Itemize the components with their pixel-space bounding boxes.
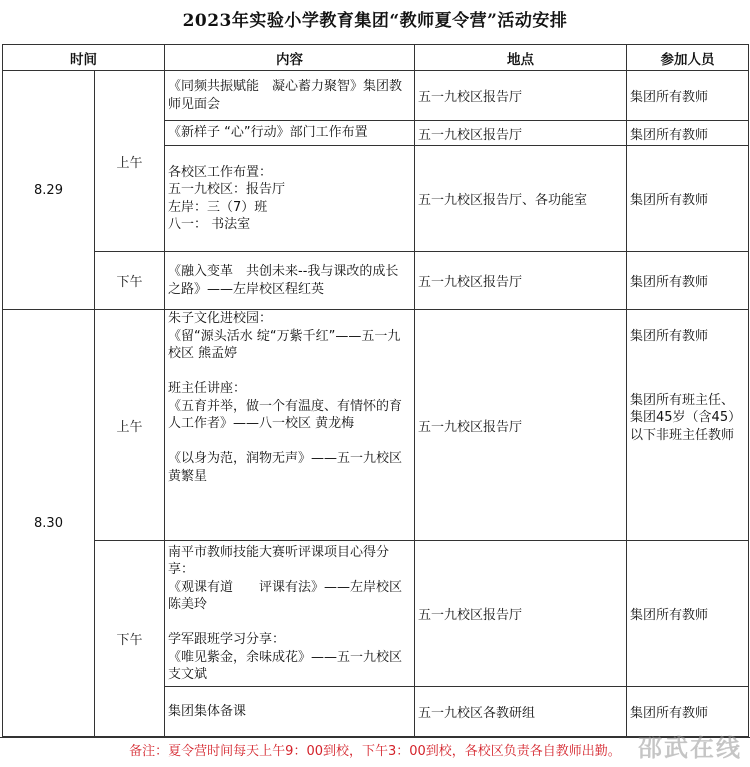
table-row <box>3 71 749 121</box>
date-cell: 8.29 <box>3 71 95 310</box>
header-row <box>3 45 749 71</box>
watermark-logo: 邵武在线 <box>638 734 742 762</box>
header-time: 时间 <box>3 45 165 71</box>
content-cell: 南平市教师技能大赛听评课项目心得分享： 《观课有道 评课有法》——左岸校区 陈美玲 学军跟班学习分享： 《唯见紫金，余味成花》——五一九校区 支文斌 <box>165 541 415 687</box>
period-cell: 下午 <box>95 252 165 310</box>
location-cell: 五一九校区各教研组 <box>415 687 627 737</box>
table-row <box>3 310 749 541</box>
period-cell: 上午 <box>95 310 165 541</box>
participants-cell: 集团所有教师 <box>627 252 749 310</box>
period-cell: 下午 <box>95 541 165 737</box>
location-cell: 五一九校区报告厅 <box>415 121 627 146</box>
content-cell: 朱子文化进校园： 《留“源头活水 绽“万紫千红”——五一九校区 熊孟婷 班主任讲座： 《五育并举，做一个有温度、有情怀的育人工作者》——八一校区 黄龙梅 《以身为范，润物无声》——五一九校区 黄繁星 <box>165 310 415 541</box>
schedule-table <box>2 44 749 737</box>
location-cell: 五一九校区报告厅、各功能室 <box>415 146 627 252</box>
location-cell: 五一九校区报告厅 <box>415 71 627 121</box>
participants-cell: 集团所有教师 <box>627 71 749 121</box>
participants-cell: 集团所有教师 <box>627 687 749 737</box>
participants-cell: 集团所有教师 <box>627 121 749 146</box>
participants-head-teachers: 集团所有班主任、集团45岁（含45）以下非班主任教师 <box>630 392 742 443</box>
location-cell: 五一九校区报告厅 <box>415 310 627 541</box>
participants-cell: 集团所有教师 <box>627 541 749 687</box>
content-cell: 集团集体备课 <box>165 687 415 737</box>
content-cell: 《同频共振赋能 凝心蓄力聚智》集团教师见面会 <box>165 71 415 121</box>
page-title: 2023年实验小学教育集团“教师夏令营”活动安排 <box>182 11 568 31</box>
footnote: 备注：夏令营时间每天上午9：00到校，下午3：00到校，各校区负责各自教师出勤。 <box>0 737 750 766</box>
content-cell: 《新样子 “心”行动》部门工作布置 <box>165 121 415 146</box>
date-cell: 8.30 <box>3 310 95 737</box>
location-cell: 五一九校区报告厅 <box>415 541 627 687</box>
content-cell: 《融入变革 共创未来--我与课改的成长之路》——左岸校区程红英 <box>165 252 415 310</box>
content-cell: 各校区工作布置： 五一九校区：报告厅 左岸：三（7）班 八一： 书法室 <box>165 146 415 252</box>
header-participants: 参加人员 <box>627 45 749 71</box>
participants-cell: 集团所有教师 <box>627 146 749 252</box>
location-cell: 五一九校区报告厅 <box>415 252 627 310</box>
table-row <box>3 252 749 310</box>
period-cell: 上午 <box>95 71 165 252</box>
participants-all-teachers: 集团所有教师 <box>630 329 709 344</box>
participants-cell <box>627 310 749 541</box>
table-row <box>3 541 749 687</box>
header-location: 地点 <box>415 45 627 71</box>
header-content: 内容 <box>165 45 415 71</box>
